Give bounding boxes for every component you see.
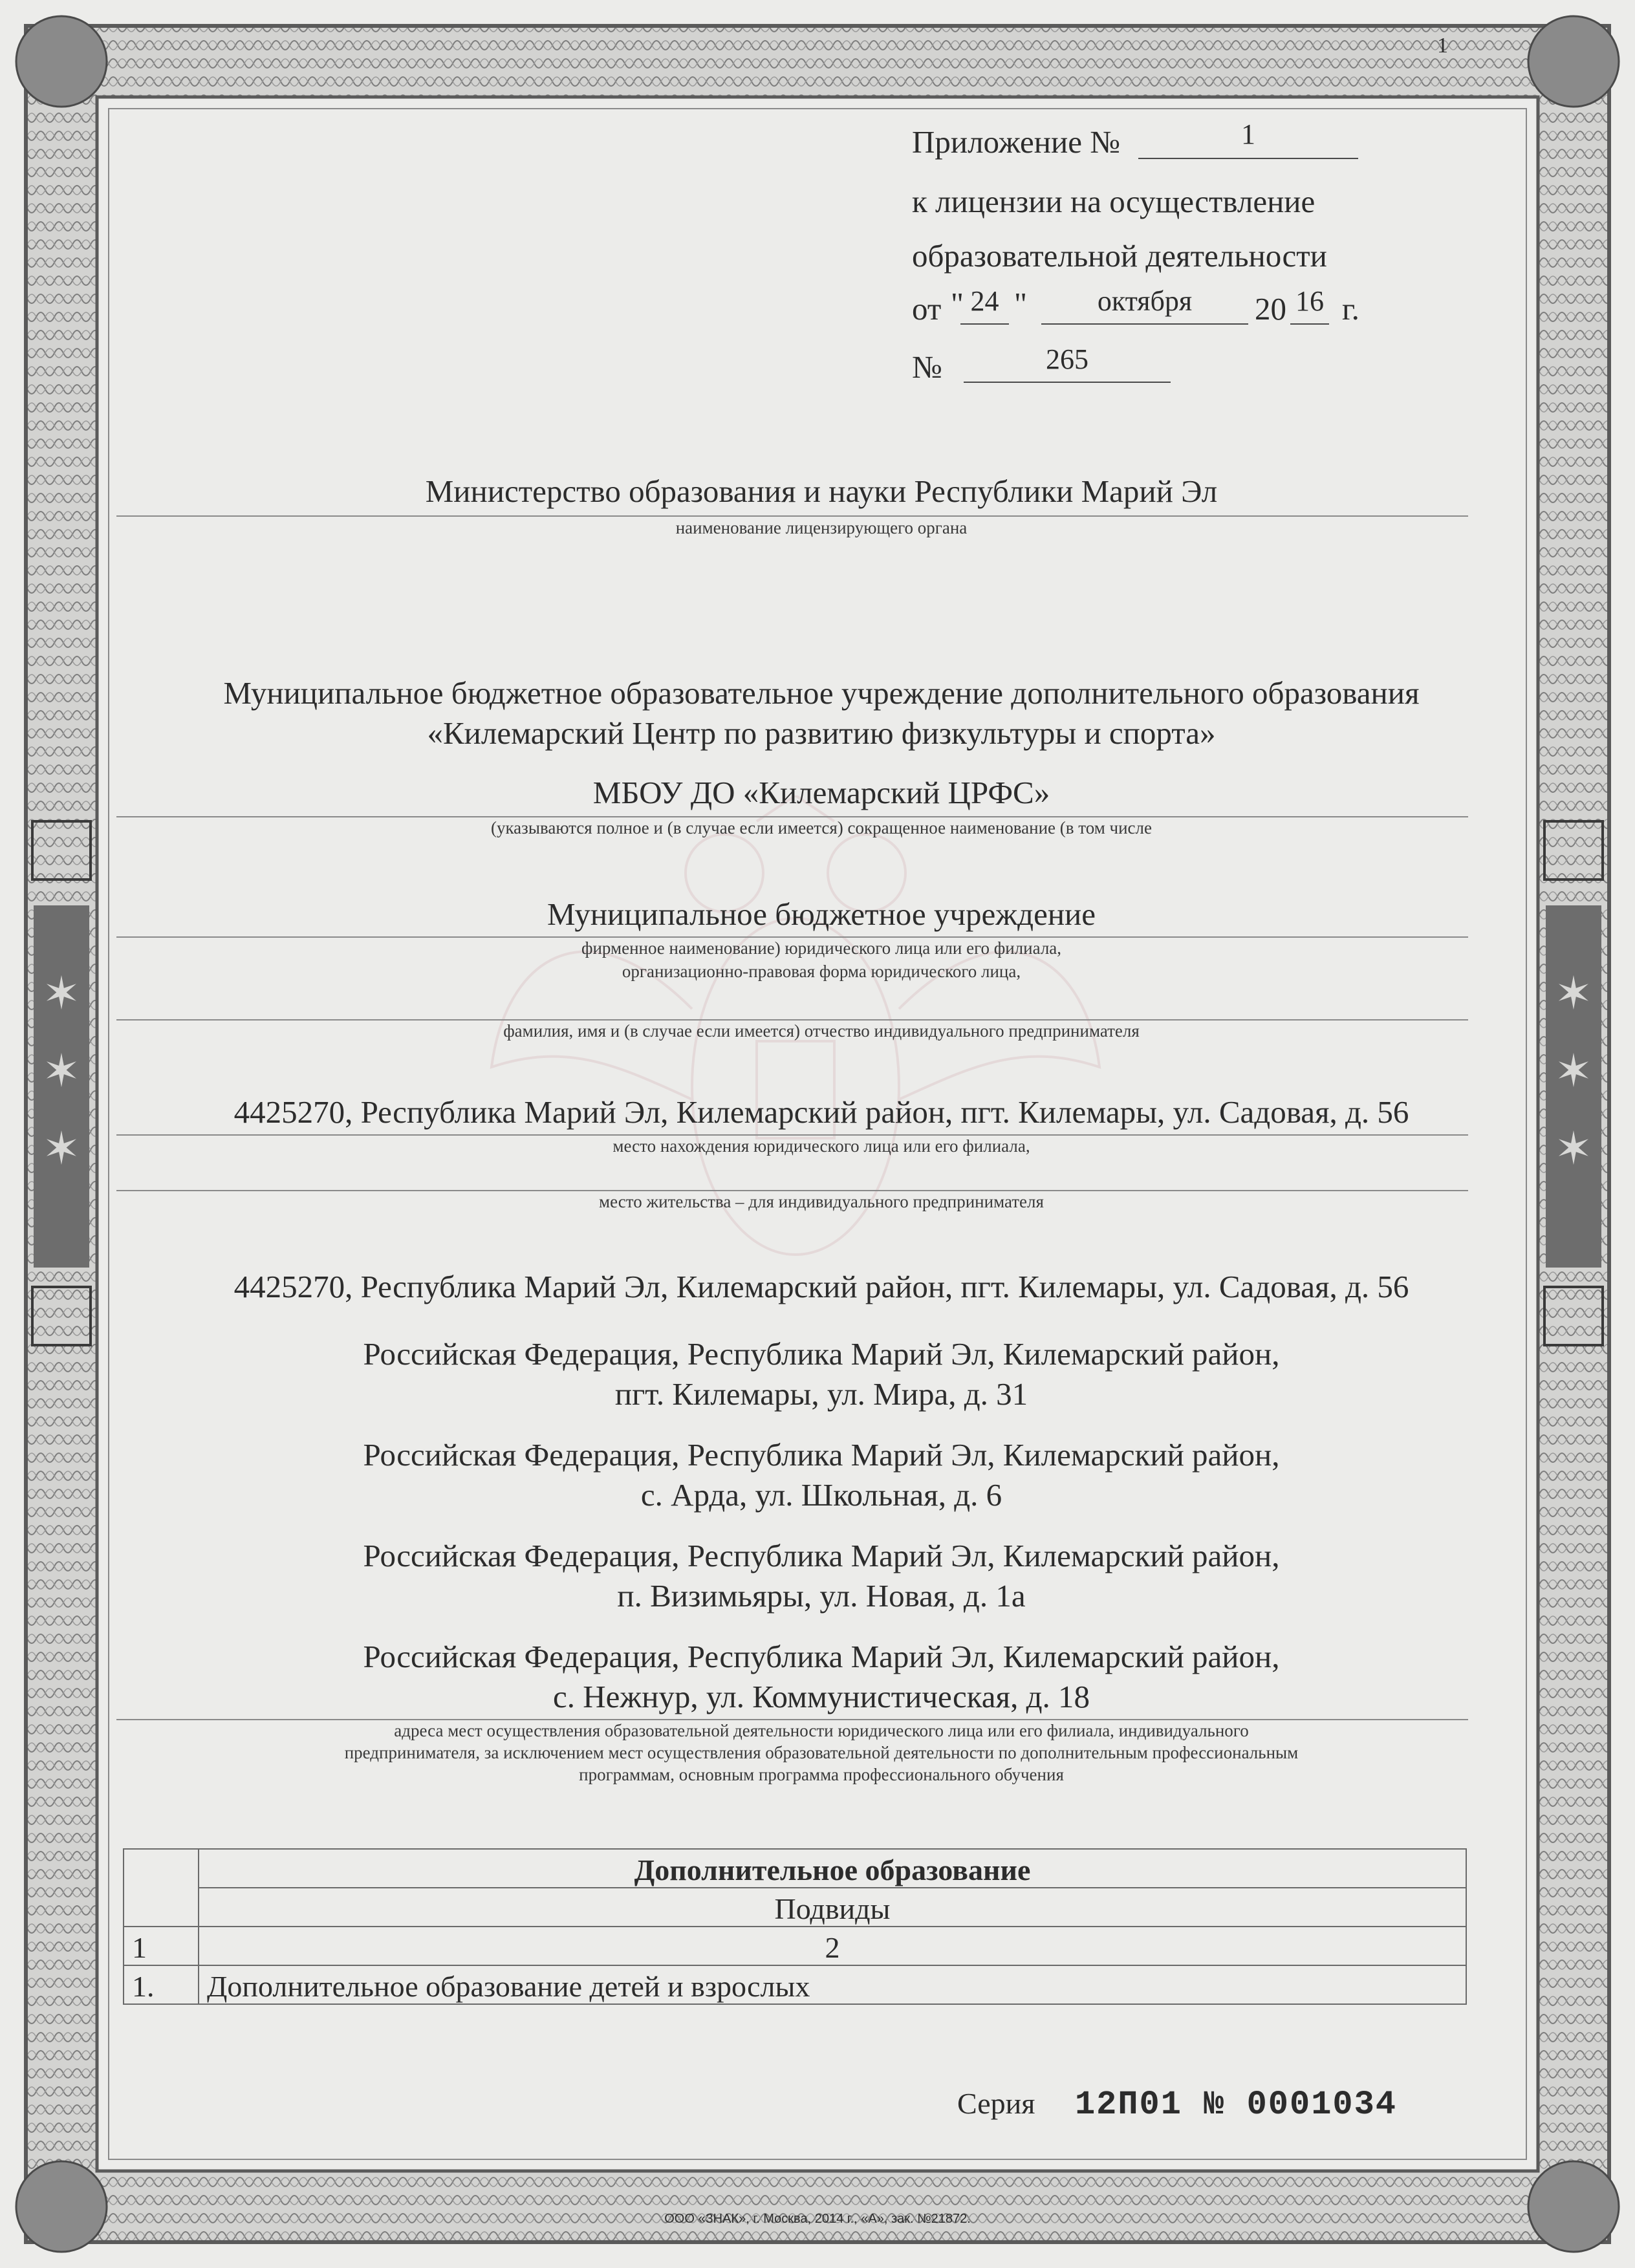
table-title-row — [124, 1849, 1466, 1888]
date-day-line — [960, 323, 1009, 325]
legal-form-caption-1: фирменное наименование) юридического лица или его филиала, — [581, 938, 1062, 958]
activity-address-3-line-2: с. Арда, ул. Школьная, д. 6 — [640, 1477, 1002, 1513]
activity-address-2-line-1: Российская Федерация, Республика Марий Эл, Килемарский район, — [363, 1336, 1280, 1372]
authority-caption: наименование лицензирующего органа — [675, 518, 968, 537]
org-full-name-line-2: «Килемарский Центр по развитию физкультуры и спорта» — [427, 715, 1216, 751]
svg-text:✶: ✶ — [42, 1125, 81, 1174]
date-quote-close: " — [1014, 286, 1028, 321]
date-day: 24 — [970, 285, 999, 317]
svg-text:✶: ✶ — [1554, 969, 1593, 1019]
activity-address-4-line-1: Российская Федерация, Республика Марий Эл, Килемарский район, — [363, 1538, 1280, 1573]
appendix-number: 1 — [1241, 118, 1255, 150]
table-row-subtype: Дополнительное образование детей и взрослых — [199, 1965, 1466, 2004]
date-month: октября — [1097, 285, 1193, 317]
education-table — [123, 1848, 1467, 2005]
series-label: Серия — [957, 2087, 1035, 2120]
table-row-number: 1. — [124, 1965, 199, 2004]
table-header-row — [124, 1888, 1466, 1927]
header-line-2: образовательной деятельности — [912, 238, 1327, 274]
date-year-prefix: 20 — [1255, 291, 1286, 327]
page-number: 1 — [1437, 34, 1448, 58]
date-year-unit: г. — [1342, 291, 1359, 327]
activity-address-3-line-1: Российская Федерация, Республика Марий Эл, Килемарский район, — [363, 1437, 1280, 1473]
license-number-line — [964, 382, 1171, 383]
legal-address: 4425270, Республика Марий Эл, Килемарский район, пгт. Килемары, ул. Садовая, д. 56 — [233, 1094, 1409, 1130]
svg-text:✶: ✶ — [42, 969, 81, 1019]
table-title: Дополнительное образование — [199, 1849, 1466, 1888]
date-quote-open: " — [951, 286, 964, 321]
authority-rule — [116, 515, 1468, 517]
org-legal-form: Муниципальное бюджетное учреждение — [547, 896, 1096, 932]
residence-caption: место жительства – для индивидуального предпринимателя — [599, 1192, 1044, 1211]
license-number-label: № — [912, 349, 942, 385]
activity-address-5-line-2: с. Нежнур, ул. Коммунистическая, д. 18 — [552, 1679, 1090, 1714]
legal-address-caption: место нахождения юридического лица или его филиала, — [612, 1136, 1030, 1156]
double-headed-eagle-watermark — [453, 795, 1138, 1326]
svg-text:✶: ✶ — [42, 1047, 81, 1097]
activity-caption-2: предпринимателя, за исключением мест осуществления образовательной деятельности по дополнительным профессиональным — [344, 1743, 1299, 1762]
appendix-number-line — [1138, 158, 1358, 159]
date-from-label: от — [912, 291, 942, 327]
table-index-col-1: 1 — [124, 1927, 199, 1965]
legal-form-caption-2: организационно-правовая форма юридического лица, — [622, 962, 1021, 981]
table-row — [124, 1965, 1466, 2004]
license-number: 265 — [1046, 343, 1088, 375]
series-block — [957, 2086, 1397, 2124]
svg-text:✶: ✶ — [1554, 1047, 1593, 1097]
activity-address-4-line-2: п. Визимьяры, ул. Новая, д. 1а — [617, 1578, 1026, 1614]
name-caption: (указываются полное и (в случае если имеется) сокращенное наименование (в том числе — [490, 818, 1153, 837]
date-month-line — [1041, 323, 1248, 325]
org-short-name: МБОУ ДО «Килемарский ЦРФС» — [592, 775, 1050, 810]
activity-caption-1: адреса мест осуществления образовательной деятельности юридического лица или его филиала, индивидуального — [394, 1721, 1249, 1740]
printer-imprint: ООО «ЗНАК», г. Москва, 2014 г., «А», зак. №21872. — [664, 2212, 971, 2226]
org-full-name-line-1: Муниципальное бюджетное образовательное учреждение дополнительного образования — [223, 675, 1420, 711]
activity-address-5-line-1: Российская Федерация, Республика Марий Эл, Килемарский район, — [363, 1639, 1280, 1674]
table-column-header: Подвиды — [199, 1888, 1466, 1927]
table-index-col-2: 2 — [199, 1927, 1466, 1965]
licensing-authority: Министерство образования и науки Республики Марий Эл — [425, 473, 1218, 509]
activity-address-1: 4425270, Республика Марий Эл, Килемарский район, пгт. Килемары, ул. Садовая, д. 56 — [233, 1269, 1409, 1304]
table-index-row — [124, 1927, 1466, 1965]
date-year-suffix: 16 — [1295, 285, 1324, 317]
date-year-line — [1290, 323, 1329, 325]
entrepreneur-caption: фамилия, имя и (в случае если имеется) отчество индивидуального предпринимателя — [503, 1021, 1140, 1041]
series-code: 12П01 № 0001034 — [1074, 2086, 1398, 2124]
activity-caption-3: программам, основным программа профессионального обучения — [579, 1765, 1064, 1784]
header-line-1: к лицензии на осуществление — [912, 184, 1316, 219]
svg-text:✶: ✶ — [1554, 1125, 1593, 1174]
activity-address-2-line-2: пгт. Килемары, ул. Мира, д. 31 — [614, 1376, 1028, 1412]
appendix-label: Приложение № — [912, 124, 1120, 160]
